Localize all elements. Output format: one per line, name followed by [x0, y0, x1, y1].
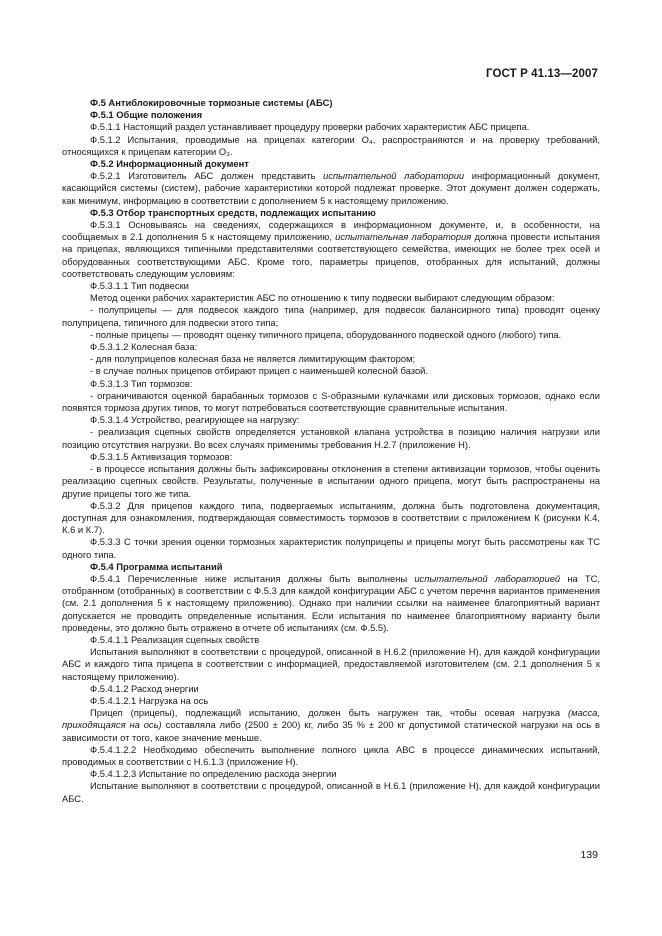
paragraph: [62, 573, 600, 634]
italic-run: (масса, приходящаяся на ось): [62, 707, 600, 731]
italic-run: испытательной лаборатории: [323, 170, 465, 182]
document-body: [62, 97, 600, 805]
paragraph: - для полуприцепов колесная база не является лимитирующим фактором;: [90, 353, 416, 365]
text-run: составляла либо (2500 ± 200) кг, либо 35 % ± 200 кг допустимой статической нагрузки на ось в зависимости от того, какое значение меньше.: [62, 719, 600, 743]
paragraph: Ф.5.4.1.2.2 Необходимо обеспечить выполнение полного цикла АВС в процессе динамических испытаний, проводимых в соответствии с Н.6.1.3 (приложение Н).: [62, 743, 600, 767]
text-run: Ф.5.3.1 Основываясь на сведениях, содержащихся в информационном документе, и, в особенности, на сообщаемых в 2.1 дополнения 5 к настоящему приложению,: [62, 219, 600, 243]
paragraph: Ф.5.3.1.3 Тип тормозов:: [90, 377, 193, 389]
document-header: ГОСТ Р 41.13—2007: [486, 68, 598, 80]
page-number: 139: [580, 849, 598, 861]
section-heading-f5-2: Ф.5.2 Информационный документ: [90, 158, 249, 170]
paragraph: [62, 707, 600, 744]
text-run: Ф.5.4.1 Перечисленные ниже испытания должны быть выполнены: [90, 572, 415, 584]
paragraph: - в случае полных прицепов отбирают прицеп с наименьшей колесной базой.: [90, 365, 429, 377]
paragraph: Ф.5.3.1.2 Колесная база:: [90, 341, 198, 353]
paragraph: Испытания выполняют в соответствии с процедурой, описанной в Н.6.2 (приложение Н), для каждой конфигурации АБС и каждого типа прицепа в соответствии с информацией, предоставляемой изготовителем (см. 2.1 дополнения 5 к настоящему приложению).: [62, 646, 600, 682]
paragraph: - в процессе испытания должны быть зафиксированы отклонения в степени активизации тормозов, чтобы оценить реализацию сцепных свойств. Результаты, полученные в испытании одного прицепа, могут быть распространены на другие прицепы того же типа.: [62, 463, 600, 499]
paragraph: Испытание выполняют в соответствии с процедурой, описанной в Н.6.1 (приложение Н), для каждой конфигурации АБС.: [62, 780, 600, 804]
paragraph: Метод оценки рабочих характеристик АБС по отношению к типу подвески выбирают следующим образом:: [90, 292, 555, 304]
italic-run: испытательная лаборатория: [335, 231, 472, 243]
paragraph: [62, 219, 600, 280]
section-heading-f5-1: Ф.5.1 Общие положения: [90, 109, 203, 121]
paragraph: - полные прицепы — проводят оценку типичного прицепа, оборудованного подвеской одного (любого) типа.: [90, 328, 562, 340]
section-heading-f5-3: Ф.5.3 Отбор транспортных средств, подлежащих испытанию: [90, 206, 376, 218]
paragraph: - полуприцепы — для подвесок каждого типа (например, для подвесок балансирного типа) проводят оценку полуприцепа, типичного для подвески этого типа;: [62, 304, 600, 328]
paragraph: Ф.5.3.3 С точки зрения оценки тормозных характеристик полуприцепы и прицепы могут быть рассмотрены как ТС одного типа.: [62, 536, 600, 560]
paragraph: - ограничиваются оценкой барабанных тормозов с S-образными кулачками или дисковых тормозов, однако если появятся тормоза других типов, то могут потребоваться соответствующие сравнительные испытания.: [62, 389, 600, 414]
text-run: Прицеп (прицепы), подлежащий испытанию, должен быть нагружен так, чтобы осевая нагрузка: [90, 707, 569, 719]
paragraph: Ф.5.1.2 Испытания, проводимые на прицепах категории O₄, распространяются и на проверку требований, относящихся к прицепам категории O₃.: [62, 133, 600, 157]
paragraph: Ф.5.4.1.1 Реализация сцепных свойств: [90, 633, 260, 645]
paragraph: [62, 170, 600, 207]
paragraph: Ф.5.4.1.2.3 Испытание по определению расхода энергии: [90, 768, 337, 780]
text-run: Ф.5.2.1 Изготовитель АБС должен представить: [90, 170, 324, 182]
paragraph: Ф.5.1.1 Настоящий раздел устанавливает процедуру проверки рабочих характеристик АБС прицепа.: [90, 121, 530, 133]
text-run: должна провести испытания на прицепах, являющихся типичными представителями соответствующего семейства, имеющих не более трех осей и оборудованных соответствующими АБС. Кроме того, параметры прицепов, отобранных для испытаний, должны соответствовать следующим условиям:: [62, 231, 600, 279]
paragraph: Ф.5.3.1.1 Тип подвески: [90, 280, 189, 292]
paragraph: Ф.5.3.1.5 Активизация тормозов:: [90, 450, 233, 462]
section-heading-f5-4: Ф.5.4 Программа испытаний: [90, 560, 223, 572]
paragraph: Ф.5.4.1.2.1 Нагрузка на ось: [90, 694, 209, 706]
text-run: информационный документ, касающийся системы (систем), рабочие характеристики которой подлежат проверке. Этот документ должен содержать, как минимум, информацию в соответствии с дополнением 5 к настоящему приложению.: [62, 170, 600, 206]
paragraph: Ф.5.3.2 Для прицепов каждого типа, подвергаемых испытаниям, должна быть подготовлена документация, доступная для ознакомления, подтверждающая совместимость тормозов в соответствии с приложением К (рисунки К.4, К.6 и К.7).: [62, 499, 600, 536]
paragraph: Ф.5.4.1.2 Расход энергии: [90, 682, 199, 694]
section-heading-f5: Ф.5 Антиблокировочные тормозные системы (АБС): [90, 97, 333, 108]
italic-run: испытательной лабораторией: [414, 572, 561, 584]
text-run: на ТС, отобранном (отобранных) в соответствии с Ф.5.3 для каждой конфигурации АБС с учетом перечня вариантов применения (см. 2.1 дополнения 5 к настоящему приложению). Однако при наличии ссылки на наименее благоприятный вариант допускается не проводить определенные испытания. Если испытания по наименее благоприятному варианту были проведены, это должно быть отражено в отчете об испытаниях (см. Ф.5.5).: [62, 572, 601, 633]
paragraph: - реализация сцепных свойств определяется установкой клапана устройства в позицию наличия нагрузки или позицию отсутствия нагрузки. Во всех случаях применимы требования Н.2.7 (приложение Н).: [62, 426, 600, 450]
paragraph: Ф.5.3.1.4 Устройство, реагирующее на нагрузку:: [90, 414, 300, 426]
